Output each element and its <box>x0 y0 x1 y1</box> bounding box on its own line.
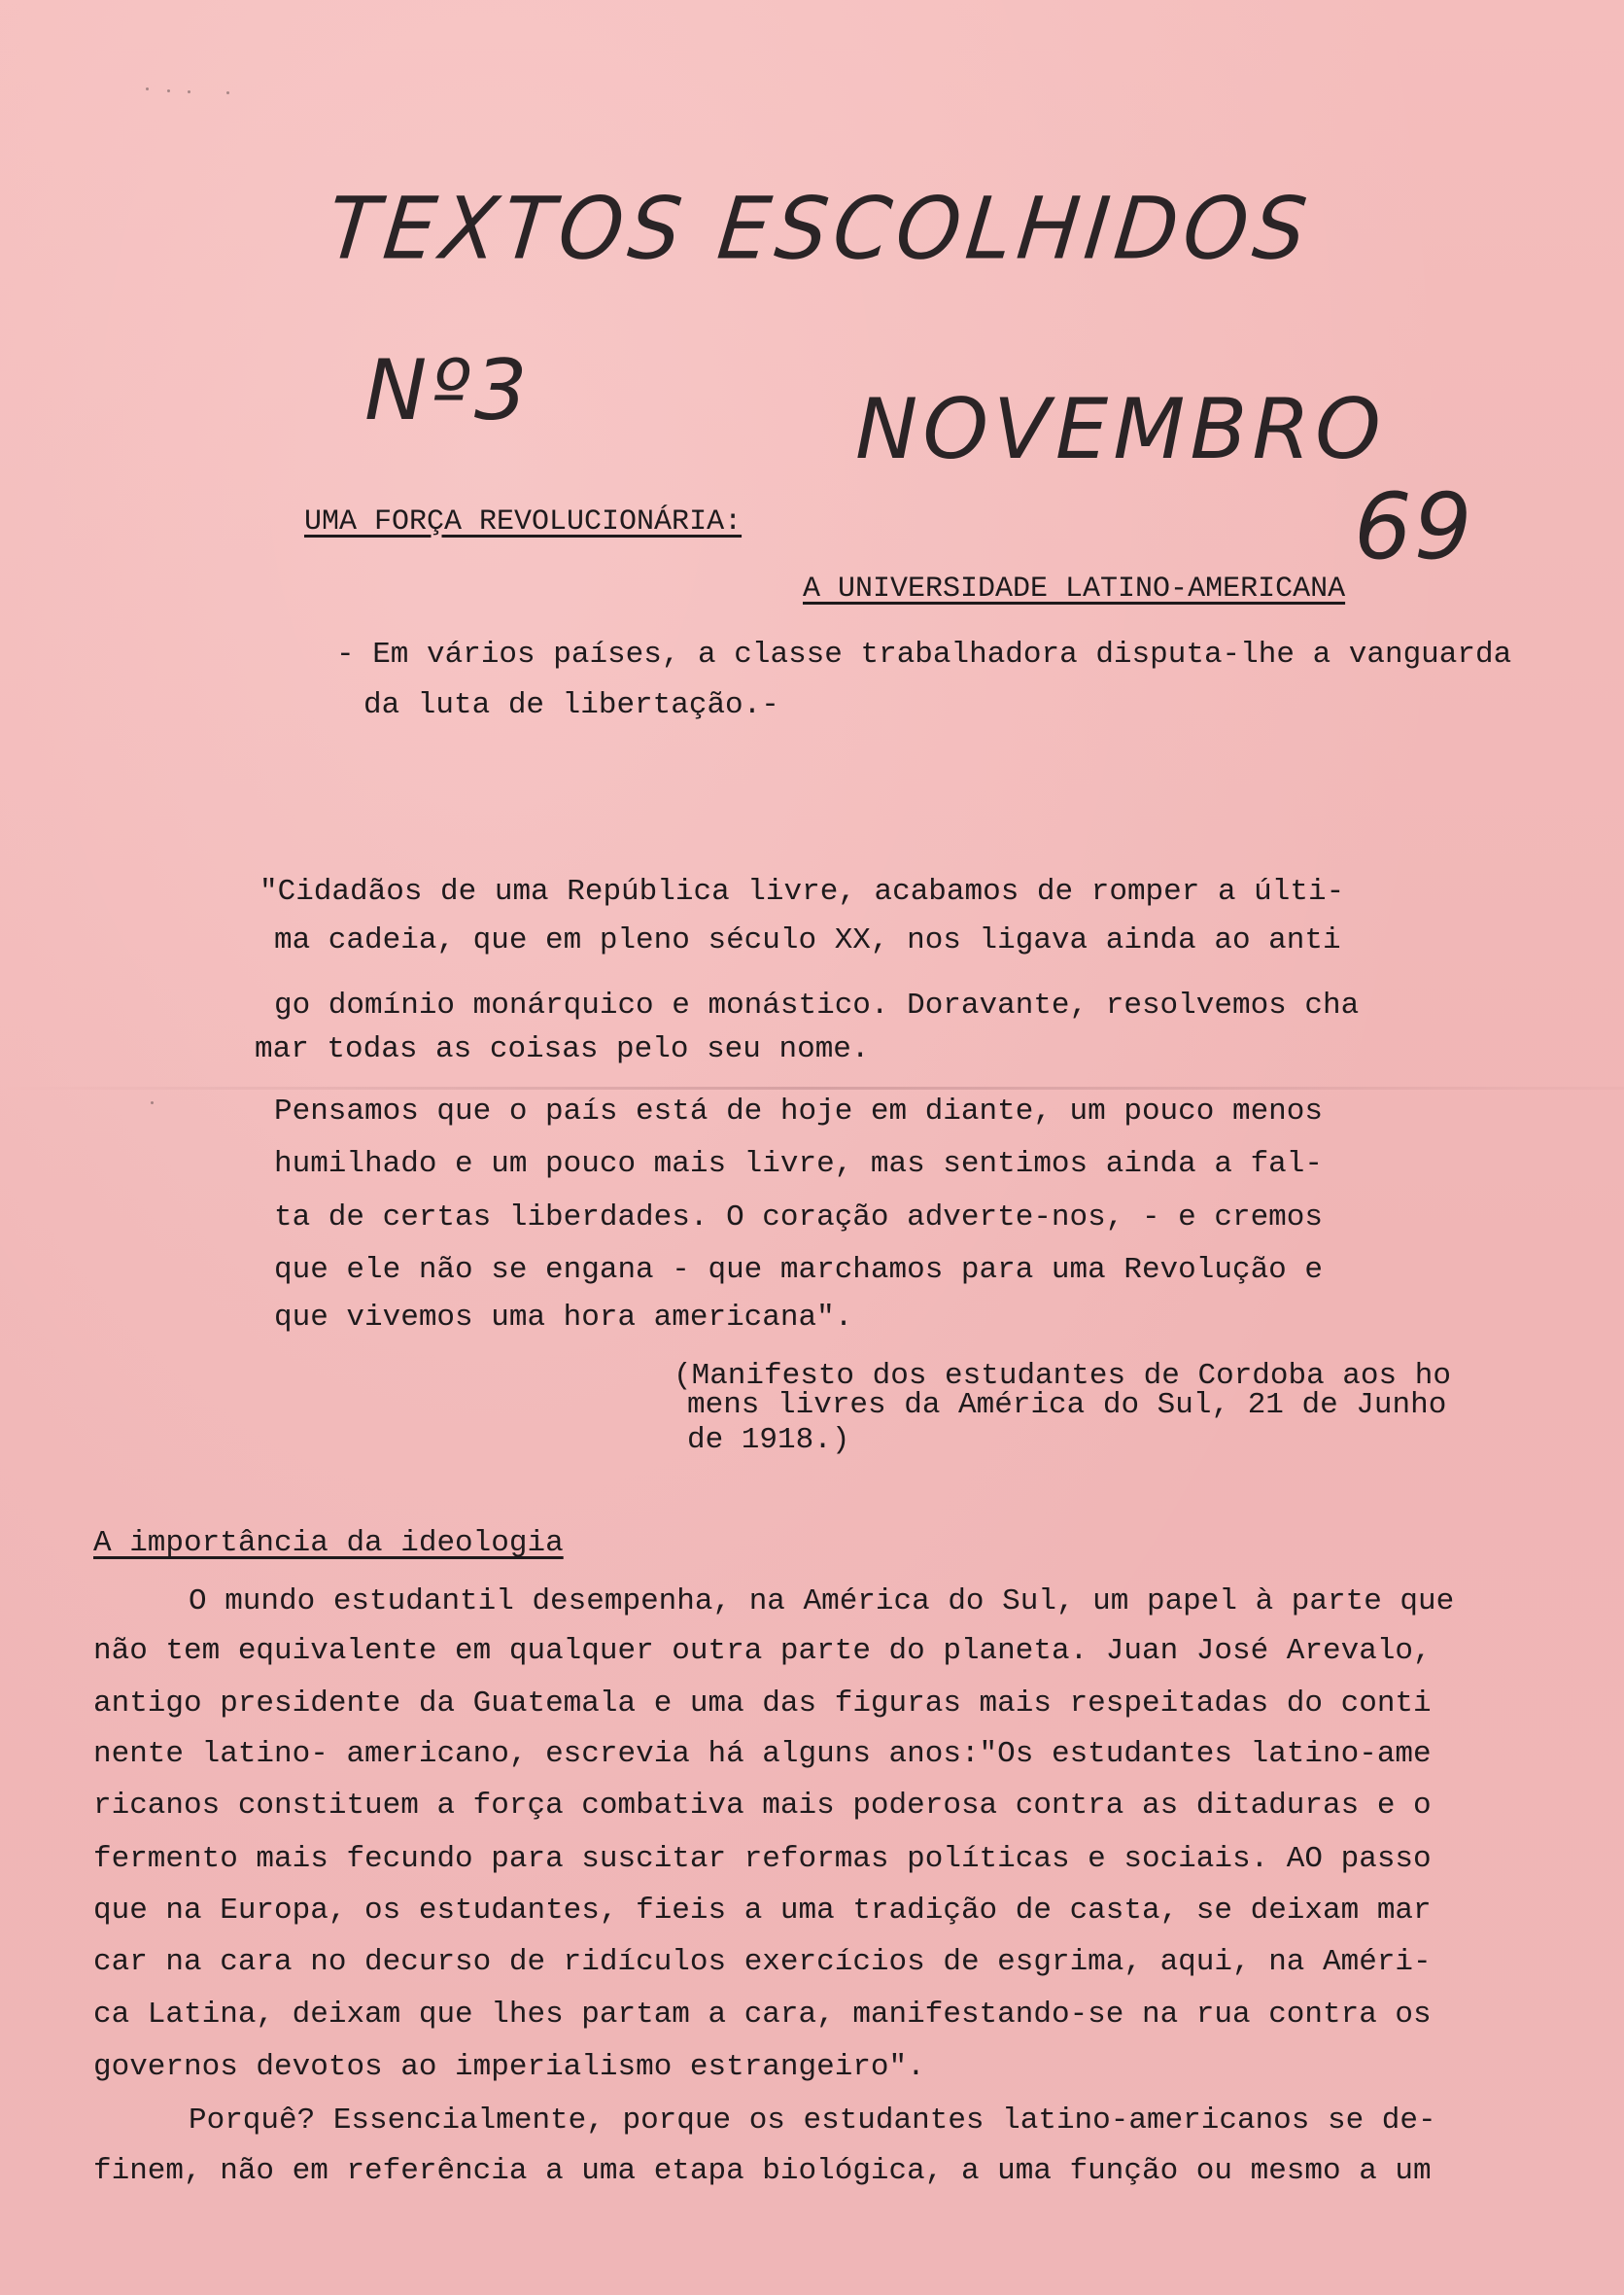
issue-year: 69 <box>1354 474 1474 580</box>
paragraph-line: não tem equivalente em qualquer outra parte do planeta. Juan José Arevalo, <box>93 1634 1432 1668</box>
quote-line: humilhado e um pouco mais livre, mas sentimos ainda a fal- <box>274 1147 1323 1181</box>
paper-speck <box>151 1101 154 1104</box>
masthead-title: TEXTOS ESCOLHIDOS <box>323 178 1317 279</box>
paragraph-line: governos devotos ao imperialismo estrangeiro". <box>93 2050 925 2084</box>
quote-line: que ele não se engana - que marchamos para uma Revolução e <box>274 1253 1323 1287</box>
quote-line: go domínio monárquico e monástico. Doravante, resolvemos cha <box>274 989 1360 1023</box>
paragraph-line: antigo presidente da Guatemala e uma das figuras mais respeitadas do conti <box>93 1686 1432 1721</box>
paragraph-line: O mundo estudantil desempenha, na América do Sul, um papel à parte que <box>189 1584 1455 1618</box>
quote-line: "Cidadãos de uma República livre, acabamos de romper a últi- <box>259 875 1345 909</box>
paragraph-line: finem, não em referência a uma etapa biológica, a uma função ou mesmo a um <box>93 2154 1432 2188</box>
paper-speck <box>188 90 190 93</box>
paper-speck <box>167 89 170 92</box>
section-heading: A importância da ideologia <box>93 1526 564 1560</box>
article-heading-line1: UMA FORÇA REVOLUCIONÁRIA: <box>304 505 743 539</box>
article-subtitle-line2: da luta de libertação.- <box>363 688 779 722</box>
paragraph-line: car na cara no decurso de ridículos exercícios de esgrima, aqui, na Améri- <box>93 1945 1432 1979</box>
paragraph-line: ca Latina, deixam que lhes partam a cara, manifestando-se na rua contra os <box>93 1998 1432 2032</box>
paragraph-line: fermento mais fecundo para suscitar reformas políticas e sociais. AO passo <box>93 1842 1432 1876</box>
paragraph-line: que na Europa, os estudantes, fieis a uma tradição de casta, se deixam mar <box>93 1894 1432 1928</box>
paragraph-line: ricanos constituem a força combativa mais poderosa contra as ditaduras e o <box>93 1789 1432 1823</box>
paper-speck <box>226 91 229 94</box>
quote-line: ma cadeia, que em pleno século XX, nos ligava ainda ao anti <box>274 923 1341 957</box>
paragraph-line: Porquê? Essencialmente, porque os estudantes latino-americanos se de- <box>189 2104 1436 2138</box>
source-line: mens livres da América do Sul, 21 de Junho <box>687 1388 1447 1422</box>
quote-line: mar todas as coisas pelo seu nome. <box>255 1032 870 1066</box>
paper-speck <box>146 87 149 90</box>
article-heading-line2: A UNIVERSIDADE LATINO-AMERICANA <box>803 573 1346 606</box>
paper-fold <box>0 1087 1624 1090</box>
issue-month: NOVEMBRO <box>855 381 1386 478</box>
quote-line: Pensamos que o país está de hoje em diante, um pouco menos <box>274 1095 1323 1129</box>
article-subtitle-line1: - Em vários países, a classe trabalhadora disputa-lhe a vanguarda <box>336 638 1512 672</box>
source-line: (Manifesto dos estudantes de Cordoba aos ho <box>674 1359 1451 1393</box>
source-line: de 1918.) <box>687 1423 850 1457</box>
issue-number: Nº3 <box>364 342 532 439</box>
quote-line: ta de certas liberdades. O coração adverte-nos, - e cremos <box>274 1200 1323 1234</box>
paragraph-line: nente latino- americano, escrevia há alguns anos:"Os estudantes latino-ame <box>93 1737 1432 1771</box>
quote-line: que vivemos uma hora americana". <box>274 1301 853 1335</box>
